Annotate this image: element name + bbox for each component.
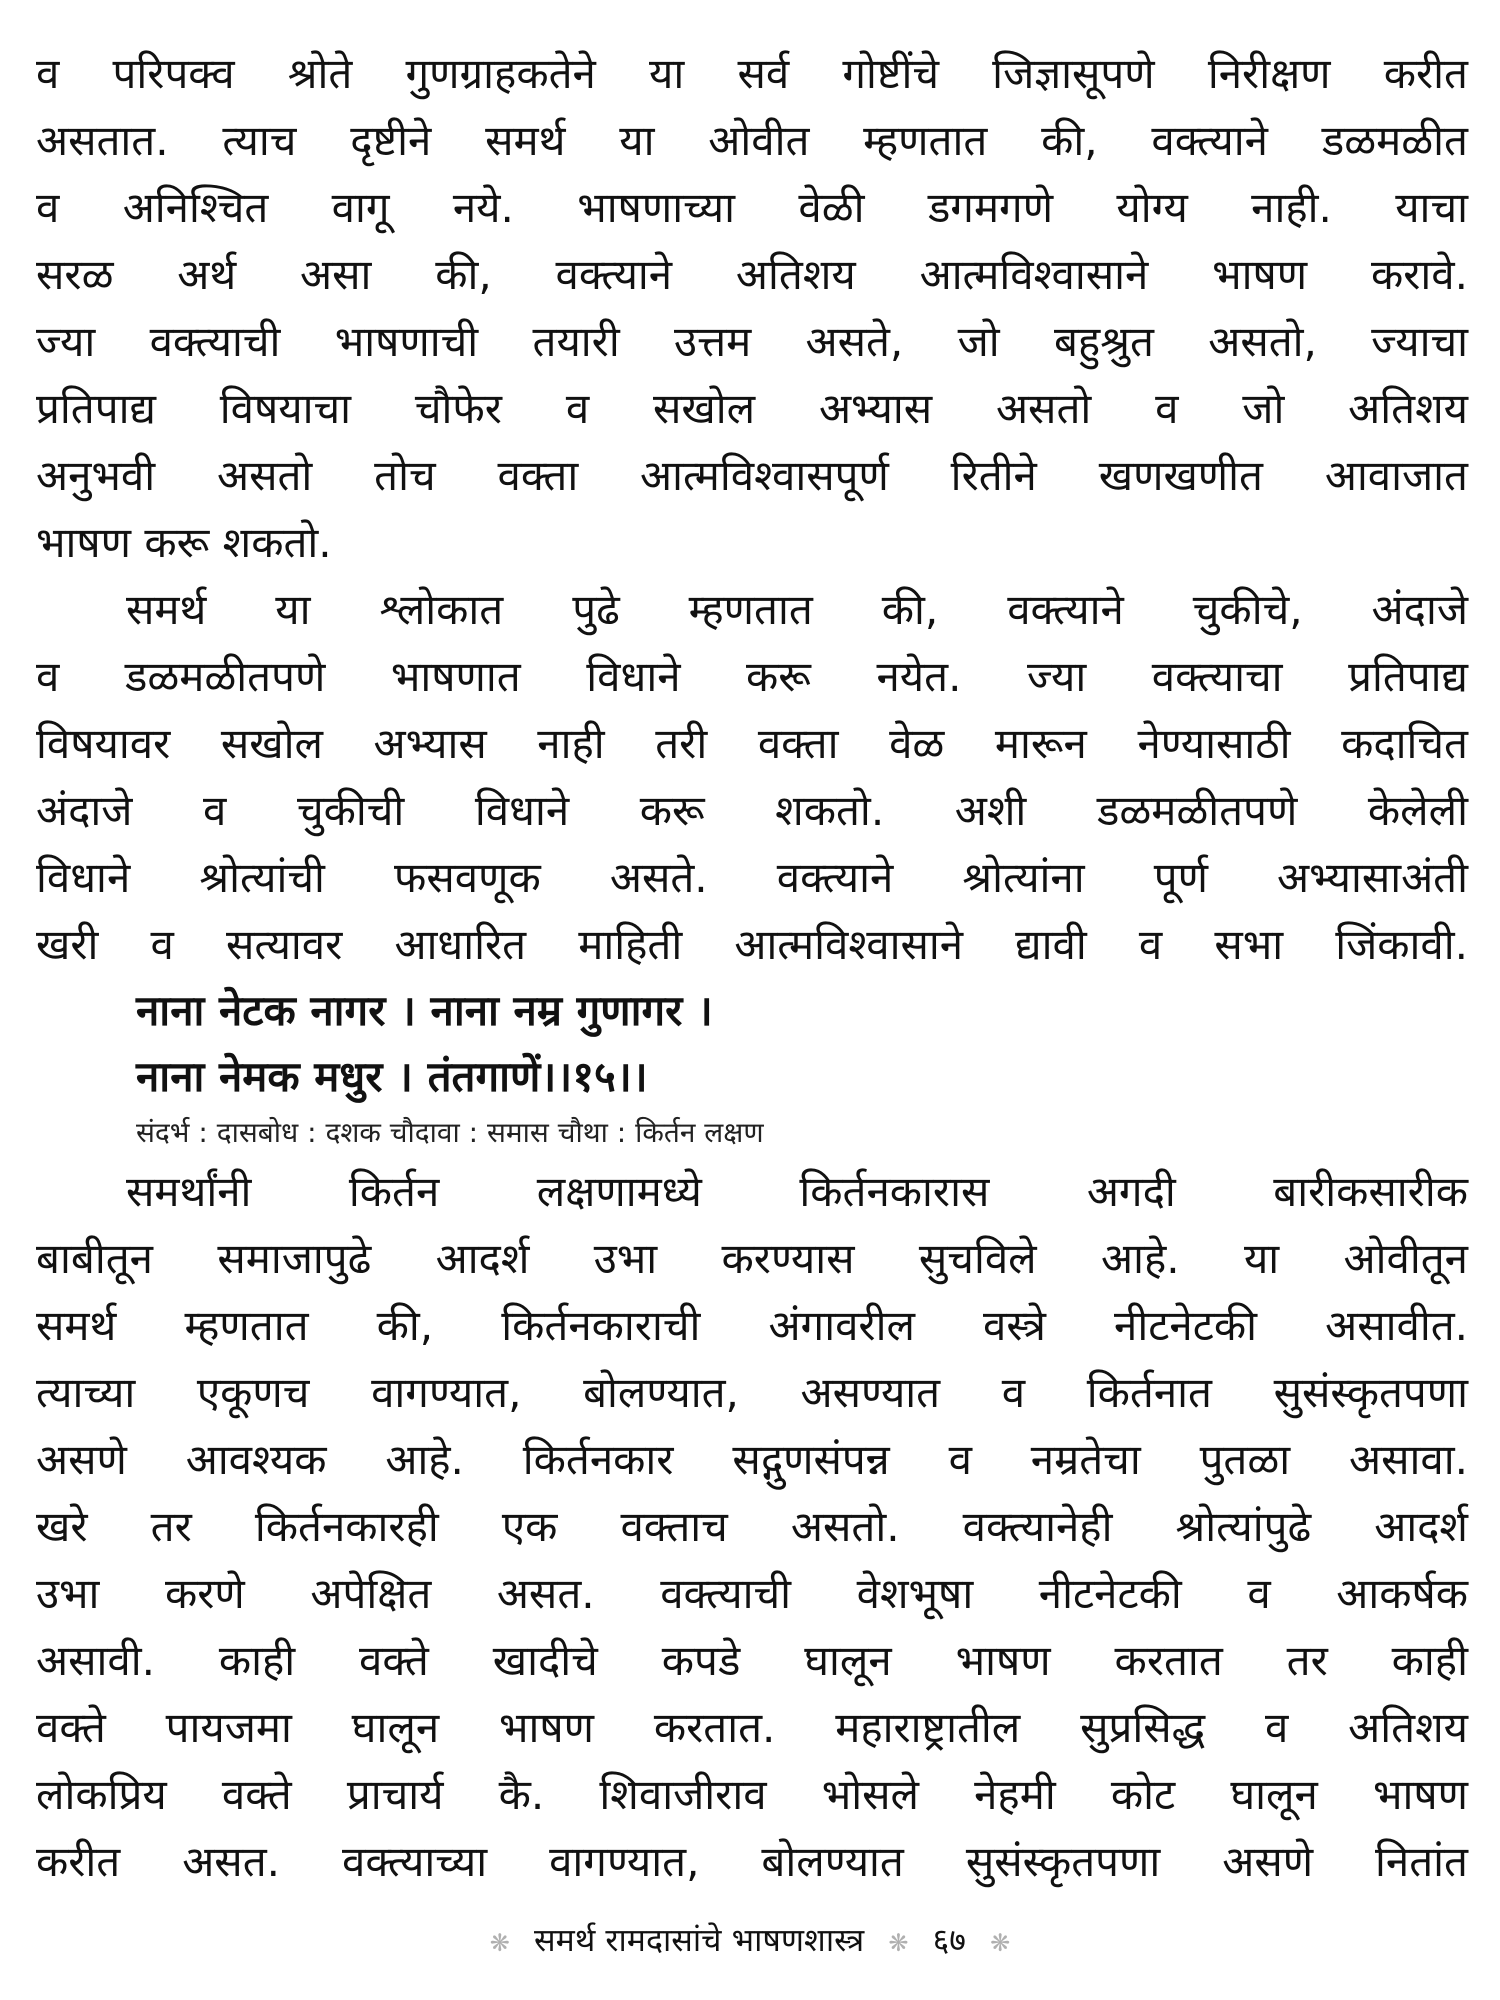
verse-line: नाना नेमक मधुर । तंतगाणें।।१५।।: [136, 1052, 648, 1101]
text-line: लोकप्रिय वक्ते प्राचार्य कै. शिवाजीराव भोसले नेहमी कोट घालून भाषण: [36, 1770, 1468, 1819]
page-number: ६७: [932, 1921, 966, 1959]
text-line: त्याच्या एकूणच वागण्यात, बोलण्यात, असण्यात व किर्तनात सुसंस्कृतपणा: [36, 1368, 1468, 1417]
paragraph-3: [36, 1158, 1468, 1895]
ornament-icon: ❋: [489, 1929, 510, 1957]
text-line: असावी. काही वक्ते खादीचे कपडे घालून भाषण करतात तर काही: [36, 1636, 1468, 1685]
text-line: असणे आवश्यक आहे. किर्तनकार सद्गुणसंपन्न व नम्रतेचा पुतळा असावा.: [36, 1435, 1468, 1484]
text-line: वक्ते पायजमा घालून भाषण करतात. महाराष्ट्रातील सुप्रसिद्ध व अतिशय: [36, 1703, 1468, 1752]
page-footer: [0, 1918, 1500, 1965]
text-line: ज्या वक्त्याची भाषणाची तयारी उत्तम असते, जो बहुश्रुत असतो, ज्याचा: [36, 317, 1468, 366]
text-line: व डळमळीतपणे भाषणात विधाने करू नयेत. ज्या वक्त्याचा प्रतिपाद्य: [36, 652, 1468, 701]
text-line: अनुभवी असतो तोच वक्ता आत्मविश्वासपूर्ण रितीने खणखणीत आवाजात: [36, 451, 1468, 500]
verse-block: [136, 978, 1468, 1110]
text-line: व परिपक्व श्रोते गुणग्राहकतेने या सर्व गोष्टींचे जिज्ञासूपणे निरीक्षण करीत: [36, 49, 1468, 98]
text-line: खरी व सत्यावर आधारित माहिती आत्मविश्वासाने द्यावी व सभा जिंकावी.: [36, 920, 1468, 969]
text-line: समर्थांनी किर्तन लक्षणामध्ये किर्तनकारास अगदी बारीकसारीक: [126, 1167, 1468, 1216]
verse-reference: संदर्भ : दासबोध : दशक चौदावा : समास चौथा : किर्तन लक्षण: [136, 1116, 764, 1149]
text-line: असतात. त्याच दृष्टीने समर्थ या ओवीत म्हणतात की, वक्त्याने डळमळीत: [36, 116, 1468, 165]
book-title: समर्थ रामदासांचे भाषणशास्त्र: [534, 1921, 865, 1959]
text-line: उभा करणे अपेक्षित असत. वक्त्याची वेशभूषा नीटनेटकी व आकर्षक: [36, 1569, 1468, 1618]
text-line: खरे तर किर्तनकारही एक वक्ताच असतो. वक्त्यानेही श्रोत्यांपुढे आदर्श: [36, 1502, 1468, 1551]
text-line: व अनिश्चित वागू नये. भाषणाच्या वेळी डगमगणे योग्य नाही. याचा: [36, 183, 1468, 232]
text-line: सरळ अर्थ असा की, वक्त्याने अतिशय आत्मविश्वासाने भाषण करावे.: [36, 250, 1468, 299]
book-page: [36, 40, 1468, 1895]
text-line: विषयावर सखोल अभ्यास नाही तरी वक्ता वेळ मारून नेण्यासाठी कदाचित: [36, 719, 1468, 768]
text-line: समर्थ या श्लोकात पुढे म्हणतात की, वक्त्याने चुकीचे, अंदाजे: [126, 585, 1468, 634]
text-line: विधाने श्रोत्यांची फसवणूक असते. वक्त्याने श्रोत्यांना पूर्ण अभ्यासाअंती: [36, 853, 1468, 902]
text-line: समर्थ म्हणतात की, किर्तनकाराची अंगावरील वस्त्रे नीटनेटकी असावीत.: [36, 1301, 1468, 1350]
ornament-icon: ❋: [990, 1929, 1011, 1957]
text-line: अंदाजे व चुकीची विधाने करू शकतो. अशी डळमळीतपणे केलेली: [36, 786, 1468, 835]
text-line: भाषण करू शकतो.: [36, 518, 332, 567]
text-line: बाबीतून समाजापुढे आदर्श उभा करण्यास सुचविले आहे. या ओवीतून: [36, 1234, 1468, 1283]
paragraph-1: [36, 40, 1468, 576]
ornament-icon: ❋: [888, 1929, 909, 1957]
paragraph-2: [36, 576, 1468, 978]
verse-line: नाना नेटक नागर । नाना नम्र गुणागर ।: [136, 986, 713, 1035]
text-line: करीत असत. वक्त्याच्या वागण्यात, बोलण्यात सुसंस्कृतपणा असणे नितांत: [36, 1837, 1468, 1886]
text-line: प्रतिपाद्य विषयाचा चौफेर व सखोल अभ्यास असतो व जो अतिशय: [36, 384, 1468, 433]
